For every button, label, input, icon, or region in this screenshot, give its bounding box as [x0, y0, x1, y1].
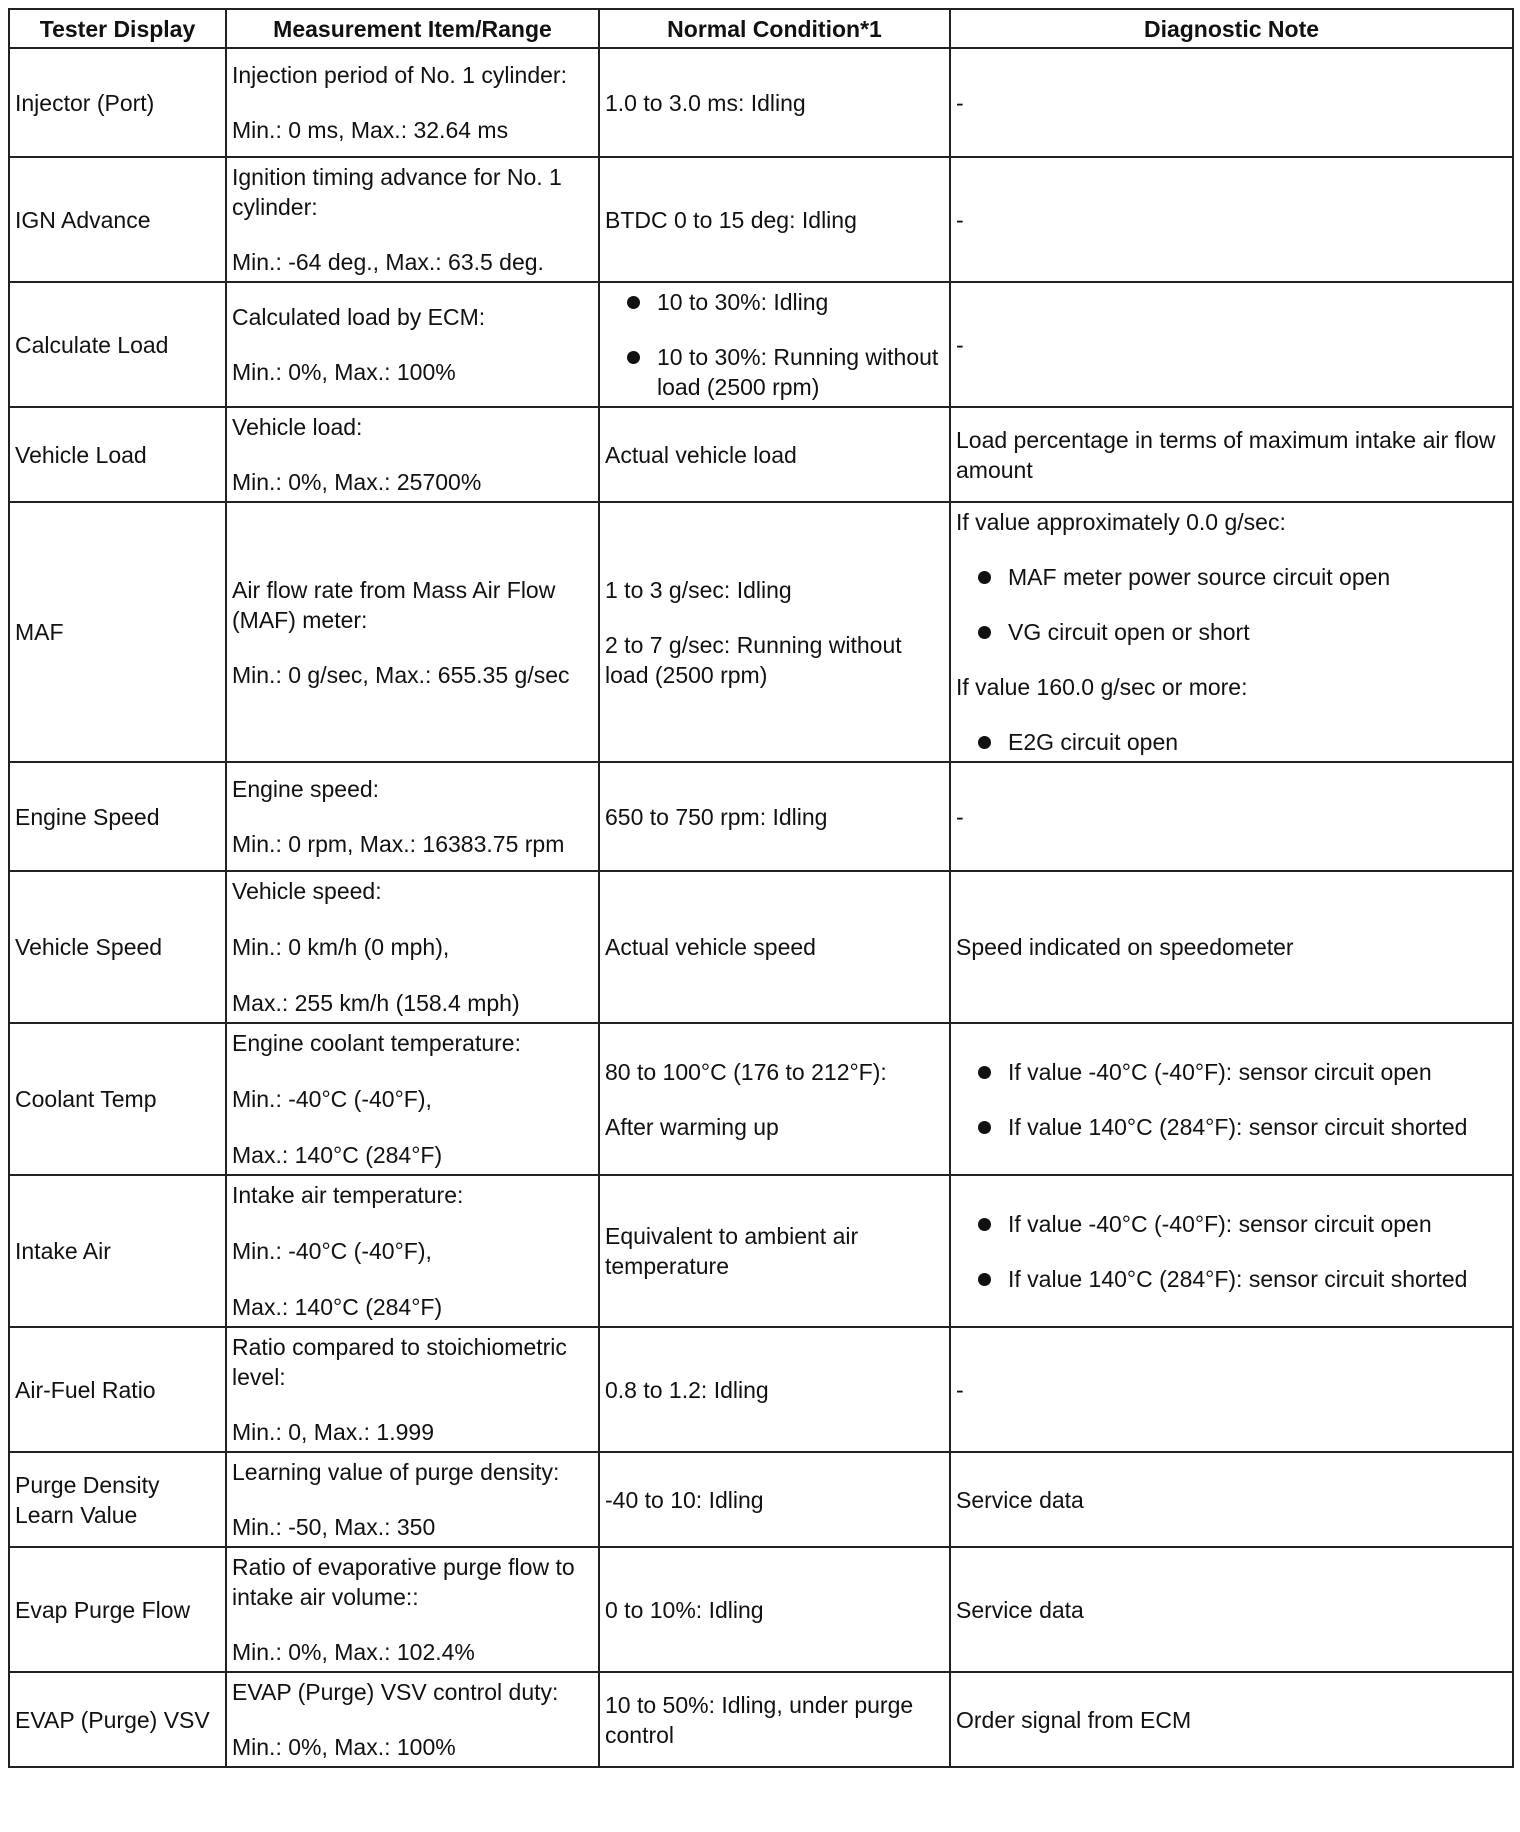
bullet-icon	[627, 296, 640, 309]
tester-display-cell: Air-Fuel Ratio	[9, 1327, 226, 1452]
measurement-cell: Engine coolant temperature: Min.: -40°C (-40°F), Max.: 140°C (284°F)	[226, 1023, 599, 1175]
measurement-cell: Injection period of No. 1 cylinder: Min.: 0 ms, Max.: 32.64 ms	[226, 48, 599, 157]
tester-display-cell: Coolant Temp	[9, 1023, 226, 1175]
normal-condition-cell: 0.8 to 1.2: Idling	[599, 1327, 950, 1452]
bullet-icon	[978, 1066, 991, 1079]
header-normal-condition: Normal Condition*1	[599, 9, 950, 48]
diagnostic-note-cell	[950, 1023, 1513, 1175]
tester-display-cell: Evap Purge Flow	[9, 1547, 226, 1672]
header-tester-display: Tester Display	[9, 9, 226, 48]
bullet-icon	[978, 571, 991, 584]
normal-condition-cell: 10 to 50%: Idling, under purge control	[599, 1672, 950, 1767]
normal-condition-cell: -40 to 10: Idling	[599, 1452, 950, 1547]
bullet-icon	[627, 351, 640, 364]
normal-condition-cell: Actual vehicle load	[599, 407, 950, 502]
table-row	[9, 157, 1513, 282]
bullet-icon	[978, 626, 991, 639]
bullet-list	[956, 1209, 1507, 1294]
tester-display-cell: MAF	[9, 502, 226, 762]
bullet-list	[605, 287, 944, 402]
bullet-icon	[978, 1121, 991, 1134]
bullet-list	[956, 727, 1507, 757]
measurement-cell: Ratio compared to stoichiometric level: Min.: 0, Max.: 1.999	[226, 1327, 599, 1452]
bullet-icon	[978, 1218, 991, 1231]
list-item: VG circuit open or short	[956, 617, 1507, 647]
bullet-list	[956, 1057, 1507, 1142]
measurement-cell: Intake air temperature: Min.: -40°C (-40°F), Max.: 140°C (284°F)	[226, 1175, 599, 1327]
bullet-list	[956, 562, 1507, 647]
normal-condition-cell: 1.0 to 3.0 ms: Idling	[599, 48, 950, 157]
diagnostic-note-cell: -	[950, 282, 1513, 407]
normal-condition-cell	[599, 282, 950, 407]
table-row	[9, 762, 1513, 871]
table-row	[9, 1327, 1513, 1452]
normal-condition-cell: 650 to 750 rpm: Idling	[599, 762, 950, 871]
diagnostic-note-cell: Load percentage in terms of maximum intake air flow amount	[950, 407, 1513, 502]
tester-display-cell: Intake Air	[9, 1175, 226, 1327]
diagnostic-note-cell: -	[950, 1327, 1513, 1452]
normal-condition-cell: 80 to 100°C (176 to 212°F): After warming up	[599, 1023, 950, 1175]
tester-display-cell: EVAP (Purge) VSV	[9, 1672, 226, 1767]
data-list-table	[8, 8, 1514, 1768]
diagnostic-note-cell	[950, 1175, 1513, 1327]
measurement-cell: Ratio of evaporative purge flow to intake air volume:: Min.: 0%, Max.: 102.4%	[226, 1547, 599, 1672]
measurement-cell: Ignition timing advance for No. 1 cylinder: Min.: -64 deg., Max.: 63.5 deg.	[226, 157, 599, 282]
bullet-icon	[978, 1273, 991, 1286]
normal-condition-cell: 0 to 10%: Idling	[599, 1547, 950, 1672]
header-measurement-range: Measurement Item/Range	[226, 9, 599, 48]
header-row	[9, 9, 1513, 48]
list-item: If value 140°C (284°F): sensor circuit shorted	[956, 1264, 1507, 1294]
diagnostic-note-cell: Order signal from ECM	[950, 1672, 1513, 1767]
measurement-cell: Engine speed: Min.: 0 rpm, Max.: 16383.75 rpm	[226, 762, 599, 871]
diagnostic-note-cell: If value approximately 0.0 g/sec: MAF meter power source circuit open VG circuit open or short If value 160.0 g/sec or more: E2G circuit open	[950, 502, 1513, 762]
tester-display-cell: Injector (Port)	[9, 48, 226, 157]
table-row	[9, 282, 1513, 407]
tester-display-cell: IGN Advance	[9, 157, 226, 282]
tester-display-cell: Calculate Load	[9, 282, 226, 407]
list-item: 10 to 30%: Running without load (2500 rpm)	[605, 342, 944, 402]
table-row	[9, 1547, 1513, 1672]
list-item: If value -40°C (-40°F): sensor circuit open	[956, 1209, 1507, 1239]
table-row	[9, 1672, 1513, 1767]
diagnostic-note-cell: Service data	[950, 1452, 1513, 1547]
table-row	[9, 407, 1513, 502]
diagnostic-note-cell: -	[950, 157, 1513, 282]
measurement-cell: Learning value of purge density: Min.: -50, Max.: 350	[226, 1452, 599, 1547]
diagnostic-note-cell: -	[950, 48, 1513, 157]
list-item: E2G circuit open	[956, 727, 1507, 757]
diagnostic-note-cell: -	[950, 762, 1513, 871]
data-list-table-wrapper	[8, 8, 1514, 1768]
measurement-cell: Vehicle load: Min.: 0%, Max.: 25700%	[226, 407, 599, 502]
tester-display-cell: Purge Density Learn Value	[9, 1452, 226, 1547]
diagnostic-note-cell: Speed indicated on speedometer	[950, 871, 1513, 1023]
normal-condition-cell: Actual vehicle speed	[599, 871, 950, 1023]
tester-display-cell: Vehicle Load	[9, 407, 226, 502]
measurement-cell: EVAP (Purge) VSV control duty: Min.: 0%, Max.: 100%	[226, 1672, 599, 1767]
list-item: MAF meter power source circuit open	[956, 562, 1507, 592]
table-row	[9, 1452, 1513, 1547]
normal-condition-cell: Equivalent to ambient air temperature	[599, 1175, 950, 1327]
list-item: If value 140°C (284°F): sensor circuit shorted	[956, 1112, 1507, 1142]
normal-condition-cell: 1 to 3 g/sec: Idling 2 to 7 g/sec: Running without load (2500 rpm)	[599, 502, 950, 762]
tester-display-cell: Engine Speed	[9, 762, 226, 871]
table-row	[9, 48, 1513, 157]
table-row	[9, 871, 1513, 1023]
list-item: If value -40°C (-40°F): sensor circuit open	[956, 1057, 1507, 1087]
header-diagnostic-note: Diagnostic Note	[950, 9, 1513, 48]
list-item: 10 to 30%: Idling	[605, 287, 944, 317]
table-row	[9, 1023, 1513, 1175]
table-row	[9, 1175, 1513, 1327]
measurement-cell: Calculated load by ECM: Min.: 0%, Max.: 100%	[226, 282, 599, 407]
normal-condition-cell: BTDC 0 to 15 deg: Idling	[599, 157, 950, 282]
diagnostic-note-cell: Service data	[950, 1547, 1513, 1672]
measurement-cell: Air flow rate from Mass Air Flow (MAF) meter: Min.: 0 g/sec, Max.: 655.35 g/sec	[226, 502, 599, 762]
tester-display-cell: Vehicle Speed	[9, 871, 226, 1023]
measurement-cell: Vehicle speed: Min.: 0 km/h (0 mph), Max.: 255 km/h (158.4 mph)	[226, 871, 599, 1023]
bullet-icon	[978, 736, 991, 749]
table-row	[9, 502, 1513, 762]
